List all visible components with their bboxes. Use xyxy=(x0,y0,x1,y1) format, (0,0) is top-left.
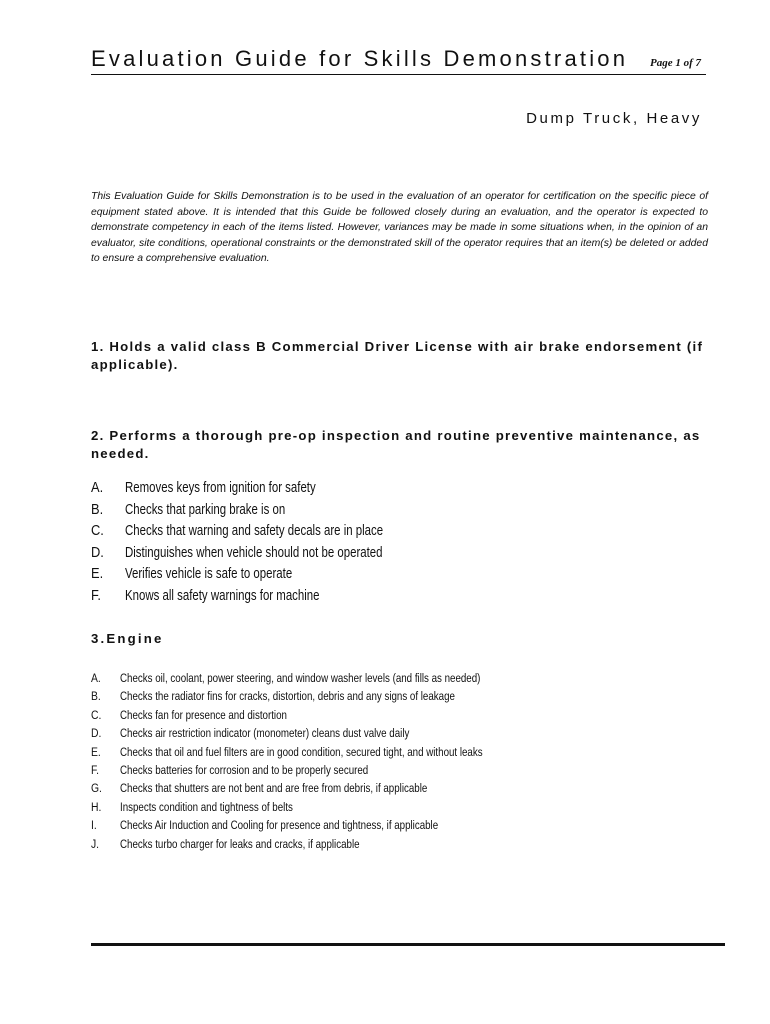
item-text: Inspects condition and tightness of belts xyxy=(120,799,293,814)
footer-divider xyxy=(91,943,725,946)
item-text: Checks air restriction indicator (monometer) cleans dust valve daily xyxy=(120,726,410,741)
item-letter: F. xyxy=(91,587,102,604)
item-text: Checks that oil and fuel filters are in good condition, secured tight, and without leaks xyxy=(120,744,483,759)
item-letter: E. xyxy=(91,566,104,583)
item-text: Checks Air Induction and Cooling for presence and tightness, if applicable xyxy=(120,818,439,833)
document-title: Evaluation Guide for Skills Demonstration xyxy=(91,46,629,71)
item-letter: C. xyxy=(91,707,102,722)
section-2-heading: 2. Performs a thorough pre-op inspection and routine preventive maintenance, as needed. xyxy=(91,428,701,461)
item-letter: J. xyxy=(91,836,100,851)
item-letter: H. xyxy=(91,799,102,814)
equipment-subtitle: Dump Truck, Heavy xyxy=(526,110,702,127)
item-text: Checks turbo charger for leaks and cracks, if applicable xyxy=(120,836,360,851)
item-letter: I. xyxy=(91,818,97,833)
item-letter: E. xyxy=(91,744,101,759)
item-text: Knows all safety warnings for machine xyxy=(125,587,320,604)
item-text: Checks the radiator fins for cracks, distortion, debris and any signs of leakage xyxy=(120,689,455,704)
item-letter: A. xyxy=(91,480,104,496)
item-text: Distinguishes when vehicle should not be operated xyxy=(125,544,383,561)
item-text: Checks that shutters are not bent and are free from debris, if applicable xyxy=(120,781,428,796)
item-letter: A. xyxy=(91,671,101,685)
title-divider xyxy=(91,74,706,75)
section-3-heading: 3.Engine xyxy=(91,631,164,646)
item-letter: B. xyxy=(91,501,104,518)
item-letter: F. xyxy=(91,762,100,777)
item-text: Checks oil, coolant, power steering, and window washer levels (and fills as needed) xyxy=(120,671,481,685)
page-number: Page 1 of 7 xyxy=(650,57,702,69)
item-text: Checks that warning and safety decals are in place xyxy=(125,523,384,540)
item-text: Checks batteries for corrosion and to be properly secured xyxy=(120,762,369,777)
item-letter: D. xyxy=(91,544,104,561)
item-text: Verifies vehicle is safe to operate xyxy=(125,566,293,583)
item-letter: B. xyxy=(91,689,101,704)
item-text: Removes keys from ignition for safety xyxy=(125,480,316,496)
item-letter: G. xyxy=(91,781,102,796)
item-letter: D. xyxy=(91,726,102,741)
intro-paragraph: This Evaluation Guide for Skills Demonstration is to be used in the evaluation of an operator for certification on the specific piece of equipment stated above. It is intended that this Guide be followed closely during an evaluation, and the operator is expected to demonstrate competency in each of the items listed. However, variances may be made in some situations when, in the opinion of an evaluator, site conditions, operational constraints or the demonstrated skill of the operator requires that an item(s) be deleted or added to ensure a comprehensive evaluation. xyxy=(91,191,708,265)
item-letter: C. xyxy=(91,523,104,540)
section-1-heading: 1. Holds a valid class B Commercial Driver License with air brake endorsement (if applicable). xyxy=(91,339,704,372)
item-text: Checks that parking brake is on xyxy=(125,501,286,518)
item-text: Checks fan for presence and distortion xyxy=(120,707,287,722)
